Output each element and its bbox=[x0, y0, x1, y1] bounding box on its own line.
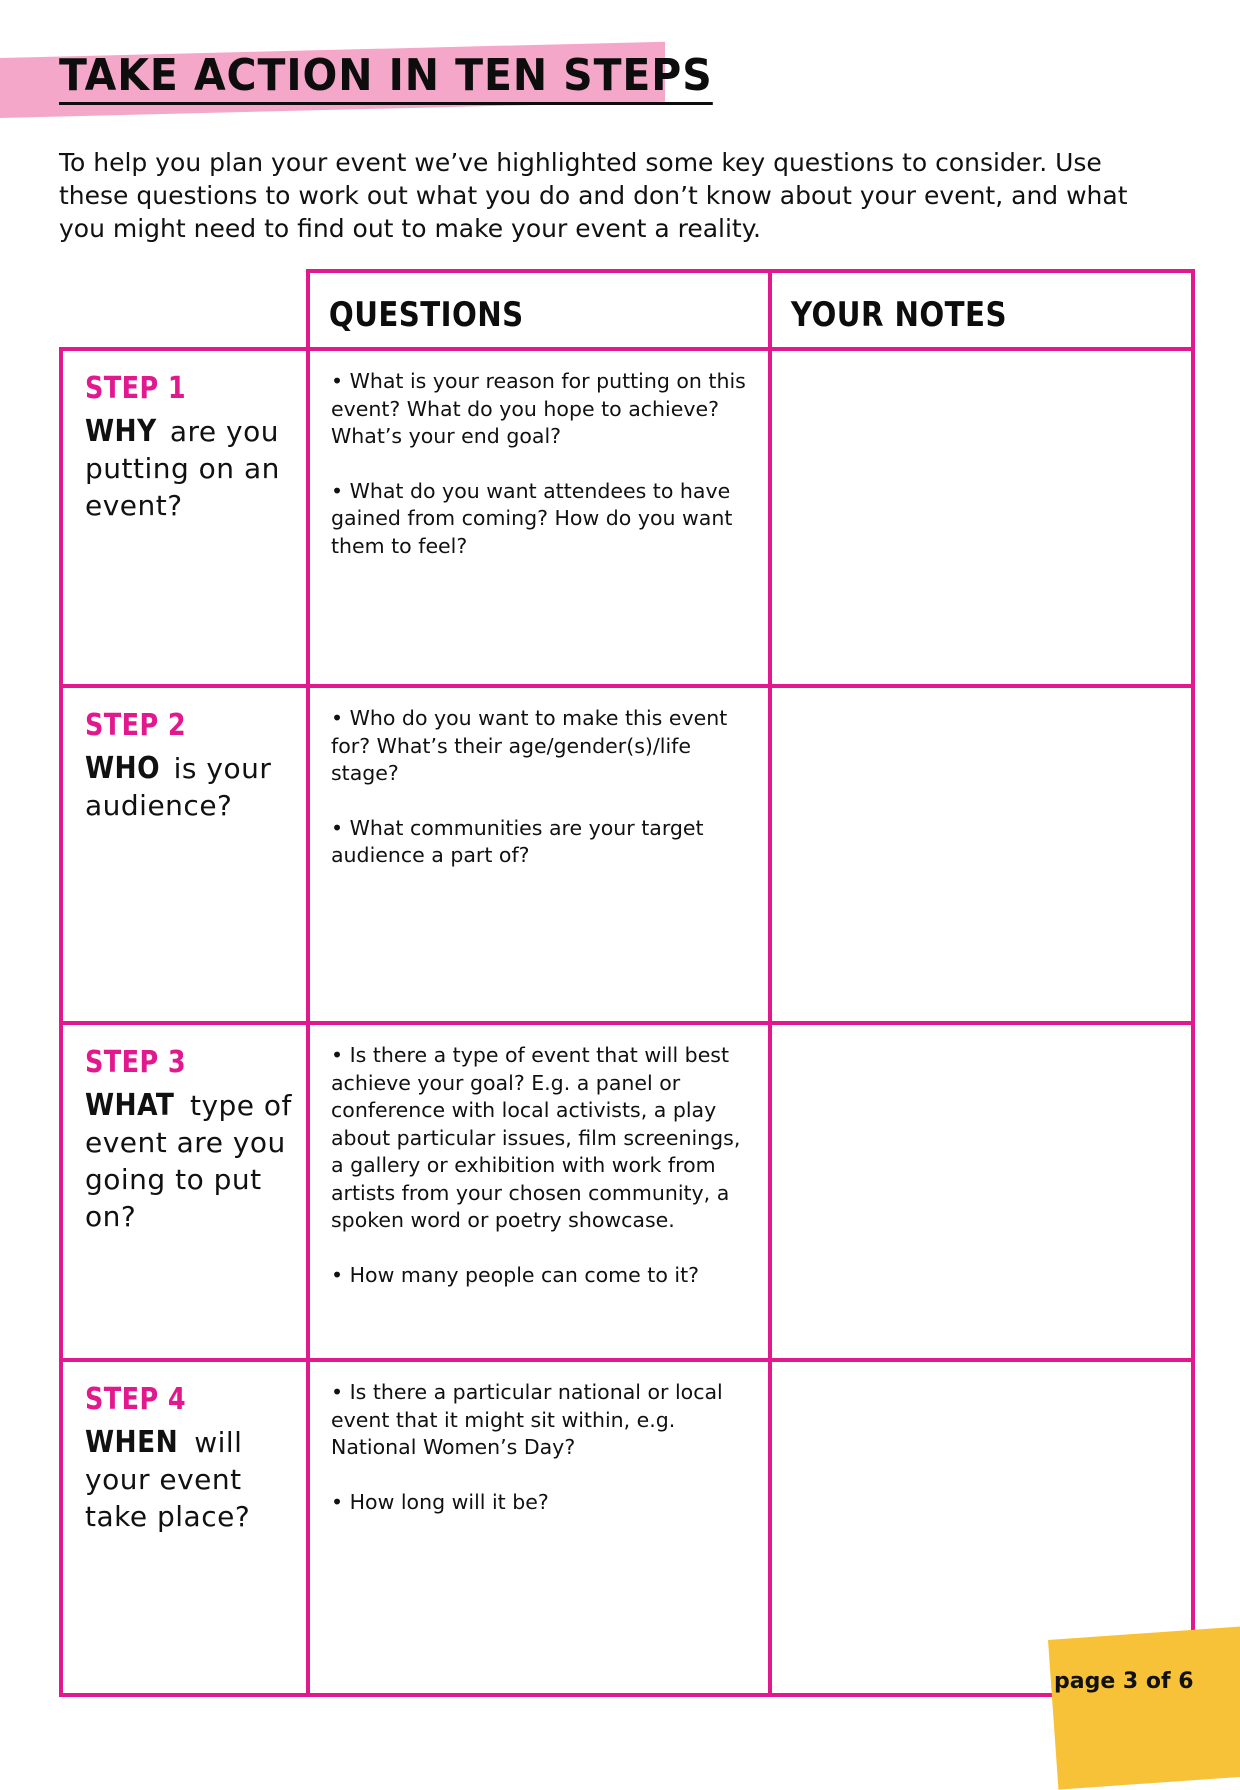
question-list bbox=[310, 1362, 768, 1516]
step-label: STEP 1 bbox=[85, 371, 187, 406]
questions-cell bbox=[306, 347, 772, 688]
step-cell bbox=[59, 1358, 310, 1697]
questions-cell bbox=[306, 1021, 772, 1362]
step-keyword: WHY bbox=[85, 414, 157, 449]
planning-table bbox=[59, 269, 1195, 1697]
question-list bbox=[310, 1025, 768, 1289]
step-cell bbox=[59, 684, 310, 1025]
step-label: STEP 3 bbox=[85, 1045, 187, 1080]
step-question-text: type of event are you going to put on? bbox=[85, 1089, 292, 1233]
step-question bbox=[85, 1424, 292, 1535]
step-label: STEP 4 bbox=[85, 1382, 187, 1417]
step-question bbox=[85, 750, 292, 824]
question-item: • Is there a type of event that will best achieve your goal? E.g. a panel or conference with local activists, a play about particular issues, film screenings, a gallery or exhibition with work from artists from your chosen community, a spoken word or poetry showcase. bbox=[331, 1042, 754, 1235]
question-item: • What is your reason for putting on this event? What do you hope to achieve? What’s your end goal? bbox=[331, 368, 754, 451]
question-item: • How many people can come to it? bbox=[331, 1262, 754, 1290]
page-title: TAKE ACTION IN TEN STEPS bbox=[59, 52, 713, 105]
questions-column-header: QUESTIONS bbox=[328, 295, 524, 335]
page-number: page 3 of 6 bbox=[1054, 1669, 1194, 1694]
step-question bbox=[85, 1087, 292, 1235]
notes-cell[interactable] bbox=[768, 347, 1195, 688]
step-keyword: WHO bbox=[85, 751, 160, 786]
step-cell bbox=[59, 1021, 310, 1362]
question-item: • Who do you want to make this event for? What’s their age/gender(s)/life stage? bbox=[331, 705, 754, 788]
question-item: • How long will it be? bbox=[331, 1489, 754, 1517]
page-number-badge bbox=[1048, 1625, 1240, 1790]
step-question-text: will your event take place? bbox=[85, 1426, 251, 1533]
question-list bbox=[310, 688, 768, 870]
step-question-text: are you putting on an event? bbox=[85, 415, 280, 522]
questions-cell bbox=[306, 684, 772, 1025]
header-notes-cell bbox=[768, 269, 1195, 351]
step-label: STEP 2 bbox=[85, 708, 187, 743]
question-item: • What do you want attendees to have gained from coming? How do you want them to feel? bbox=[331, 478, 754, 561]
notes-cell[interactable] bbox=[768, 684, 1195, 1025]
question-item: • Is there a particular national or local event that it might sit within, e.g. National Women’s Day? bbox=[331, 1379, 754, 1462]
step-keyword: WHAT bbox=[85, 1088, 175, 1123]
notes-column-header: YOUR NOTES bbox=[790, 295, 1007, 335]
step-question bbox=[85, 413, 292, 524]
step-keyword: WHEN bbox=[85, 1425, 179, 1460]
intro-paragraph: To help you plan your event we’ve highlighted some key questions to consider. Use these questions to work out what you do and don’t know about your event, and what you might need to find out to make your event a reality. bbox=[59, 148, 1128, 243]
question-list bbox=[310, 351, 768, 560]
question-item: • What communities are your target audience a part of? bbox=[331, 815, 754, 870]
step-cell bbox=[59, 347, 310, 688]
header-questions-cell bbox=[306, 269, 772, 351]
step-question-text: is your audience? bbox=[85, 752, 272, 822]
notes-cell[interactable] bbox=[768, 1021, 1195, 1362]
questions-cell bbox=[306, 1358, 772, 1697]
